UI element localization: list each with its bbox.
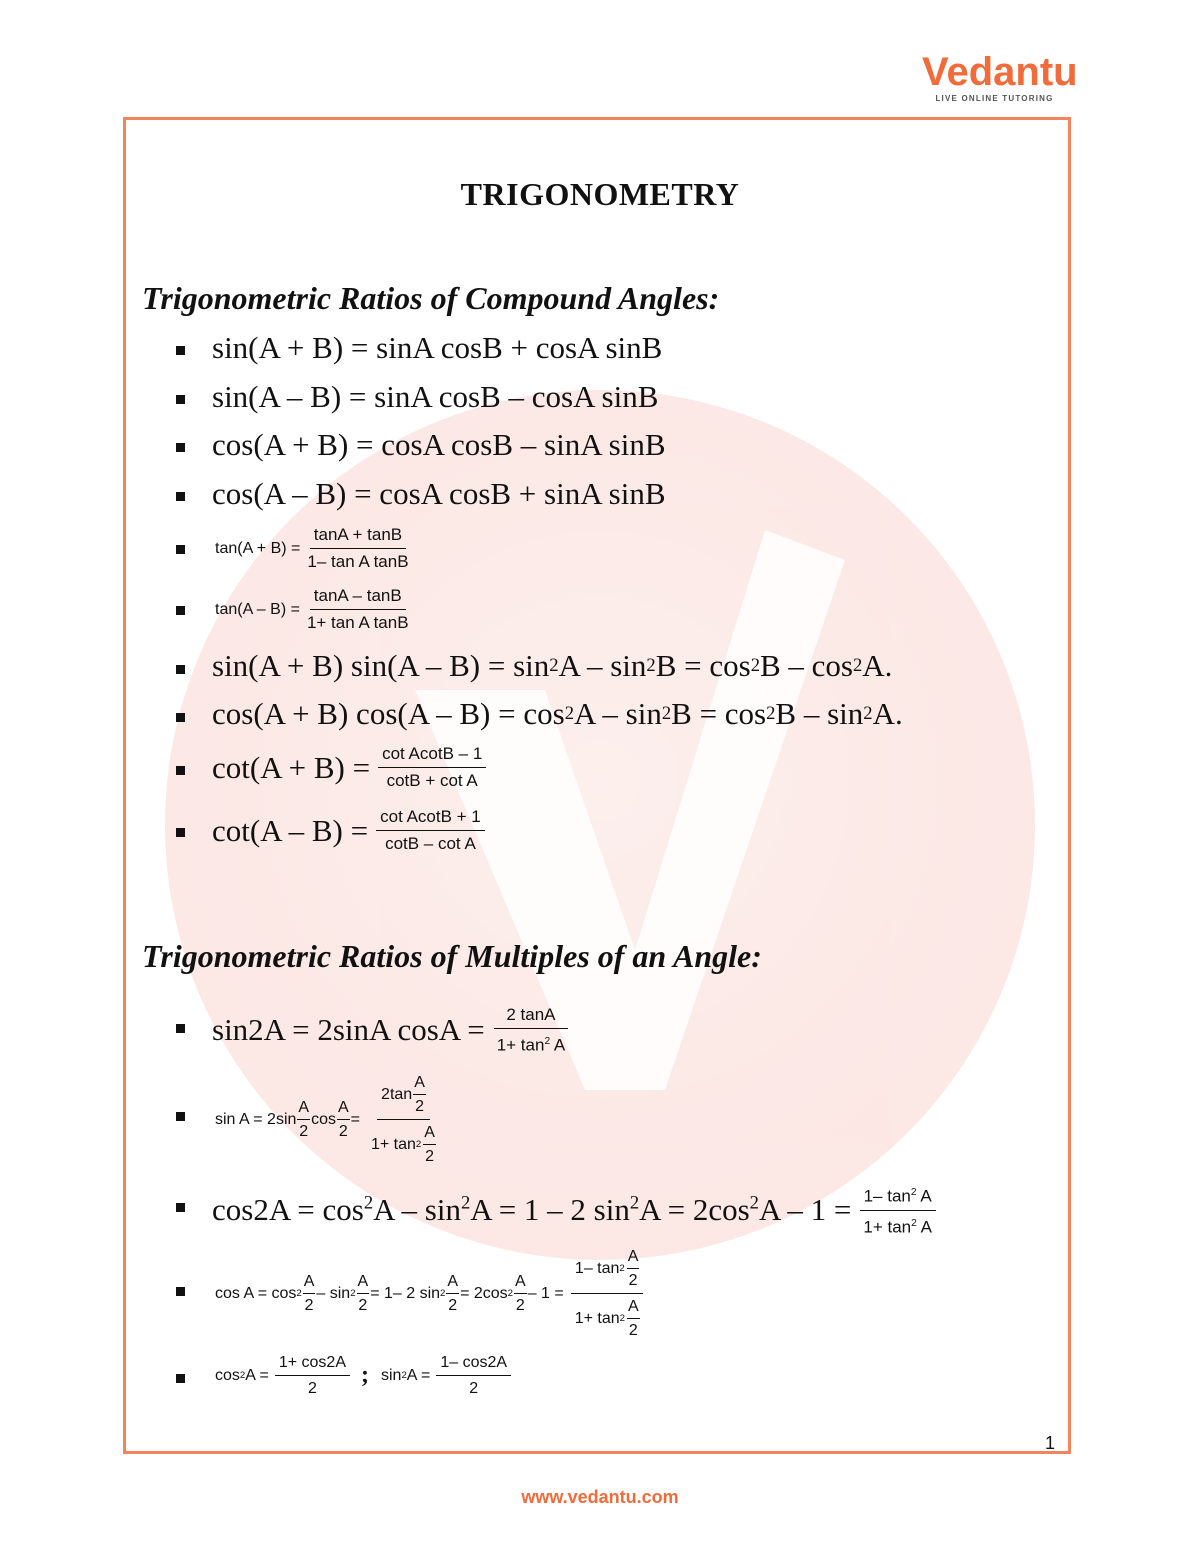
formula-cot-sum: cot(A + B) = $\frac{\text{cot AcotB – 1}}{\text{cotB + cot A}}$	[212, 743, 489, 792]
fraction: $\frac{1- \cos 2A}{2}$	[436, 1352, 511, 1399]
fraction: $\frac{\text{cot AcotB – 1}}{\text{cotB + cot A}}$	[378, 743, 486, 792]
bullet	[176, 545, 185, 554]
fraction: $\frac{\text{cot AcotB + 1}}{\text{cotB – cot A}}$	[376, 806, 485, 855]
bullet	[176, 1203, 185, 1212]
page-number: 1	[1045, 1433, 1056, 1453]
bullet	[176, 395, 185, 404]
formula-cot-diff: cot(A – B) = $\frac{\text{cot AcotB + 1}}{\text{cotB – cot A}}$	[212, 806, 488, 855]
page-title: TRIGONOMETRY	[460, 176, 740, 212]
formula-cos2a: $\cos 2A = \cos^2A - \sin^2A = 1 - 2$ $\sin^2A = 2\cos^2A - 1$ = $\frac{1- \tan^2 A}{1+ \tan^2 A}$	[212, 1182, 939, 1238]
footer-url: www.vedantu.com	[521, 1487, 679, 1507]
bullet	[176, 1287, 185, 1296]
bullet	[176, 665, 185, 674]
formula-cos-sum: cos(A + B) = cosA cosB – sinA sinB	[212, 427, 666, 462]
logo-wordmark: Vedantu	[922, 50, 1078, 94]
bullet	[176, 713, 185, 722]
fraction: 1– tan 2 $\frac{A}{2}$ 1+ tan 2 $\frac{A}{2}$	[571, 1246, 644, 1341]
fraction: $\frac{\tan A - \tan B}{\text{1+ tan A tanB}}$	[306, 586, 409, 632]
formula-cos-diff: cos(A – B) = cosA cosB + sinA sinB	[212, 476, 666, 511]
logo-tagline: LIVE ONLINE TUTORING	[935, 94, 1054, 103]
bullet	[176, 1374, 185, 1383]
bullet	[176, 1024, 185, 1033]
fraction: $\frac{\tan A + \tan B}{\text{1– tan A tanB}}$	[307, 525, 409, 571]
section-heading-compound: Trigonometric Ratios of Compound Angles:	[142, 280, 720, 316]
fraction: $\frac{2 \tan A}{1+ \tan^2 A}$	[493, 1004, 570, 1057]
formula-sina-half: sin A = 2sin $\frac{A}{2}$ cos $\frac{A}{2}$ = 2tan $\frac{A}{2}$ 1+ tan 2 $\frac{A}{2}$	[215, 1072, 443, 1167]
formula-sin-sum: sin(A + B) = sinA cosB + cosA sinB	[212, 330, 663, 365]
bullet	[176, 492, 185, 501]
bullet	[176, 606, 185, 615]
fraction: $\frac{1+ \cos 2A}{2}$	[275, 1352, 350, 1399]
fraction: $\frac{1- \tan^2 A}{1+ \tan^2 A}$	[859, 1182, 936, 1238]
formula-tan-sum: tan(A + B) = $\frac{\tan A + \tan B}{\text{1– tan A tanB}}$	[215, 524, 416, 573]
formula-sin-diff: sin(A – B) = sinA cosB – cosA sinB	[212, 379, 659, 414]
bullet	[176, 443, 185, 452]
formula-cosa-half: cos A = cos 2 $\frac{A}{2}$ – sin 2 $\frac{A}{2}$ = 1– 2 sin 2 $\frac{A}{2}$ = 2cos 2 $\frac{A}{2}$ – 1 = 1– tan 2 $\frac{A}{2}$ 1+ tan 2 $\frac{A}{2}$	[215, 1246, 647, 1341]
bullet	[176, 346, 185, 355]
bullet	[176, 1112, 185, 1121]
section-heading-multiples: Trigonometric Ratios of Multiples of an Angle:	[142, 938, 762, 974]
vedantu-logo	[922, 50, 1078, 108]
fraction: 2tan $\frac{A}{2}$ 1+ tan 2 $\frac{A}{2}$	[370, 1074, 435, 1165]
bullet	[176, 828, 185, 837]
formula-sin-product: sin(A + B) sin(A – B) = sin 2 A – sin 2 B = cos 2 B – cos 2 A.	[212, 648, 893, 683]
formula-tan-diff: tan(A – B) = $\frac{\tan A - \tan B}{\text{1+ tan A tanB}}$	[215, 585, 416, 634]
formula-cos-product: cos(A + B) cos(A – B) = cos 2 A – sin 2 B = cos 2 B – sin 2 A.	[212, 696, 903, 731]
bullet	[176, 766, 185, 775]
formula-square-identities: cos 2 A = $\frac{1+ \cos 2A}{2}$ ; sin 2 A = $\frac{1- \cos 2A}{2}$	[215, 1352, 514, 1399]
formula-sin2a: sin2A = 2sinA cosA = $\frac{2 \tan A}{1+ \tan^2 A}$	[212, 1004, 572, 1057]
